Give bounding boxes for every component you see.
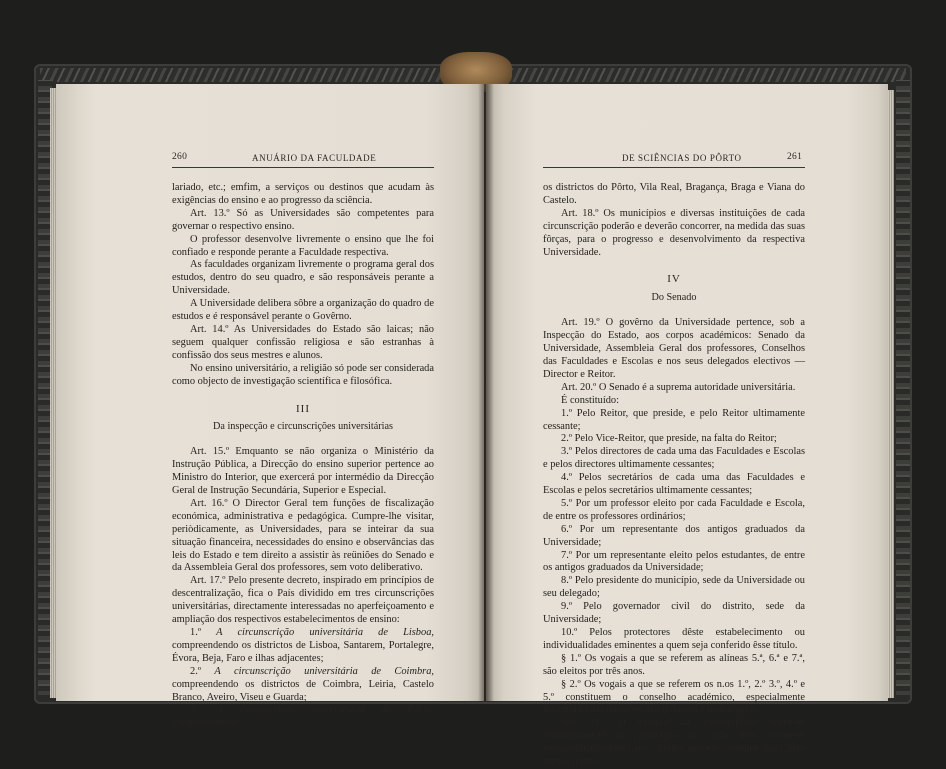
item-text: compreendendo os districtos de Lisboa, Santarem, Portalegre, Évora, Beja, Faro e ilhas adjacentes; xyxy=(172,639,434,664)
list-item: 8.º Pelo presidente do município, sede da Universidade ou seu delegado; xyxy=(543,575,805,600)
left-page-number: 260 xyxy=(172,152,188,162)
item-text: compreendendo xyxy=(172,717,239,729)
list-item xyxy=(172,666,434,705)
list-item: 1.º Pelo Reitor, que preside, e pelo Reitor ultimamente cessante; xyxy=(543,407,805,432)
paragraph: Art. 15.º Emquanto se não organiza o Ministério da Instrução Pública, a Direcção do ensino superior pertence ao Ministro do Interior, que exercerá por intermédio da Direcção Geral de Instrução Secundária, Superior e Especial. xyxy=(172,446,434,497)
left-text-column xyxy=(172,182,434,730)
paragraph: No ensino universitário, a religião só pode ser considerada como objecto de investigação scientífica e filosófica. xyxy=(172,362,434,387)
paragraph: As faculdades organizam livremente o programa geral dos estudos, dentro do seu quadro, e são responsáveis perante a Universidade. xyxy=(172,259,434,297)
list-item: 6.º Por um representante dos antigos graduados da Universidade; xyxy=(543,523,805,548)
paragraph: O professor desenvolve livremente o ensino que lhe foi confiado e responde perante a Faculdade respectiva. xyxy=(172,233,434,258)
paragraph: É constituído: xyxy=(561,394,620,406)
list-item: 3.º Pelos directores de cada uma das Faculdades e Escolas e pelos directores ultimamente cessantes; xyxy=(543,446,805,471)
item-number: 3.º xyxy=(190,704,202,716)
right-text-column xyxy=(543,182,805,769)
section-number: IV xyxy=(667,273,681,286)
left-header-rule xyxy=(172,167,434,168)
list-item: 7.º Por um representante eleito pelos estudantes, de entre os antigos graduados da Universidade; xyxy=(543,549,805,574)
item-number: 2.º xyxy=(190,665,202,677)
section-number: III xyxy=(296,402,310,415)
paragraph: Art. 14.º As Universidades do Estado são laicas; não seguem qualquer confissão religiosa e são estranhas à confissão dos seus mestres e alunos. xyxy=(172,323,434,361)
paragraph: § 1.º Os vogais a que se referem as alíneas 5.ª, 6.ª e 7.ª, são eleitos por três anos. xyxy=(543,652,805,677)
item-number: 1.º xyxy=(190,627,202,638)
item-emphasis: A circunscrição universitária de Lisboa, xyxy=(216,627,434,638)
list-item xyxy=(172,627,434,666)
paragraph: Art. 20.º O Senado é a suprema autoridade universitária. xyxy=(561,381,796,393)
list-item: 10.º Pelos protectores dêste estabelecimento ou individualidades eminentes a quem seja conferido êsse título. xyxy=(543,627,805,651)
item-text: compreendendo os districtos de Coimbra, Leiria, Castelo Branco, Aveiro, Viseu e Guarda; xyxy=(172,678,434,703)
paragraph: Art. 19.º O govêrno da Universidade pertence, sob a Inspecção do Estado, aos corpos académicos: Senado da Universidade, Assembleia Geral dos professores, Conselhos das Faculdades e Escolas e nos seus delegados electivos — Director e Reitor. xyxy=(543,317,805,380)
item-emphasis: A circunscrição universitária de Coimbra, xyxy=(214,665,434,677)
list-item xyxy=(172,704,434,730)
section-title: Da inspecção e circunscrições universitárias xyxy=(213,421,393,433)
paragraph: § 2.º Os vogais a que se referem os n.os 1.º, 2.º 3.º, 4.º e 5.º constituem o conselho académico, especialmente incumbido das questões disciplinares e pedagógicas. xyxy=(543,678,805,716)
paragraph: lariado, etc.; emfim, a serviços ou destinos que acudam às exigências do ensino e ao progresso da sciência. xyxy=(172,182,434,206)
right-board-edge xyxy=(896,80,910,695)
right-running-head: DE SCIÊNCIAS DO PÔRTO xyxy=(622,153,742,163)
paragraph: Art. 13.º Só as Universidades são competentes para governar o respectivo ensino. xyxy=(172,207,434,232)
left-running-head: ANUÁRIO DA FACULDADE xyxy=(252,153,377,163)
section-title: Do Senado xyxy=(651,292,697,304)
paragraph: os districtos do Pôrto, Vila Real, Bragança, Braga e Viana do Castelo. xyxy=(543,182,805,206)
right-page-number: 261 xyxy=(787,152,803,162)
paragraph: Art. 16.º O Director Geral tem funções de fiscalização económica, administrativa e pedagógica. Cumpre-lhe visitar, periòdicamente, as Universidades, para se inteirar da sua situação financeira, necessidades do ensino e observâncias das leis do Estado e tem direito a assistir às reüniões do Senado e da Assembleia Geral dos professores, sem voto deliberativo. xyxy=(172,497,434,574)
list-item: 9.º Pelo governador civil do distrito, sede da Universidade; xyxy=(543,601,805,626)
list-item: 5.º Por um professor eleito por cada Faculdade e Escola, de entre os professores ordinários; xyxy=(543,497,805,522)
book-gutter xyxy=(478,84,494,701)
list-item: 4.º Pelos secretários de cada uma das Faculdades e Escolas e pelos secretários ultimamente cessantes; xyxy=(543,472,805,497)
paragraph: Art. 18.º Os municípios e diversas instituições de cada circunscrição poderão e deverão concorrer, na medida das suas fôrças, para o progresso e desenvolvimento da respectiva Universidade. xyxy=(543,207,805,258)
list-item: 2.º Pelo Vice-Reitor, que preside, na falta do Reitor; xyxy=(561,433,777,445)
item-emphasis: A circunscrição universitária do Pôrto, xyxy=(216,704,434,716)
paragraph: A Universidade delibera sôbre a organização do quadro de estudos e é responsável perante o Govêrno. xyxy=(172,298,434,323)
right-header-rule xyxy=(543,167,805,168)
paragraph: Art. 17.º Pelo presente decreto, inspirado em princípios de descentralização, fica o País dividido em tres circunscrições universitárias, directamente interessadas no aperfeiçoamento e ampliação dos respectivos estabelecimentos de ensino: xyxy=(172,575,434,626)
paragraph: Art. 21.º O Senado da Universidade reune-se ordinàriamente no princípio de cada mês; reune-se extraordinàriamente, por direito próprio, sempre que, pelo menos, cinco xyxy=(543,717,805,768)
